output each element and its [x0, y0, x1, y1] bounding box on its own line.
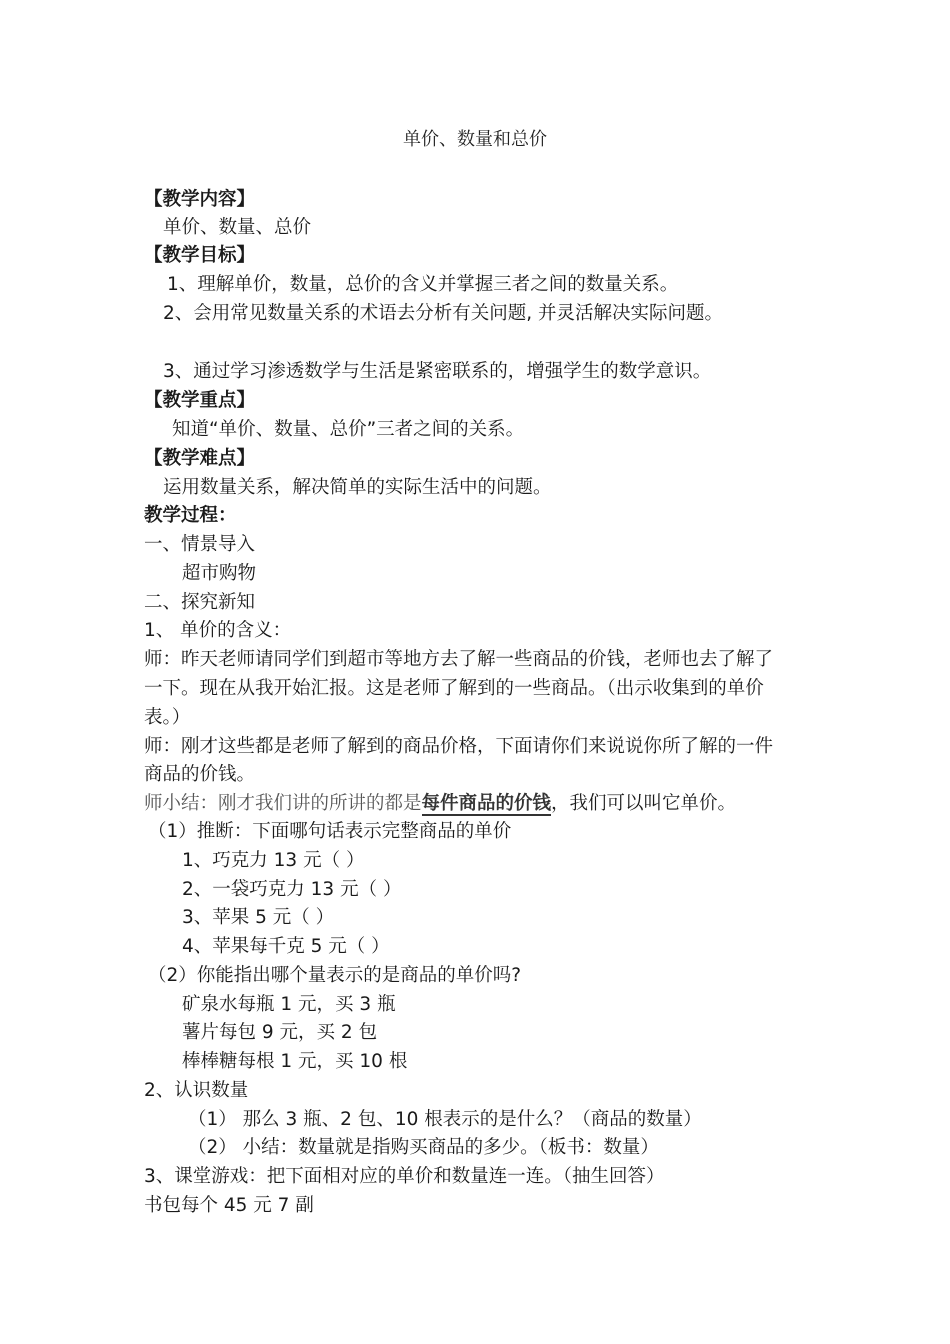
question-2: （2）你能指出哪个量表示的是商品的单价吗?: [148, 965, 522, 986]
goals-heading: 【教学目标】: [144, 245, 256, 266]
key-text: 知道“单价、数量、总价”三者之间的关系。: [172, 419, 525, 440]
question-2-item-b: 薯片每包 9 元，买 2 包: [182, 1022, 378, 1043]
summary-suffix: ，我们可以叫它单价。: [551, 793, 737, 814]
teacher-paragraph-2-line-2: 商品的价钱。: [144, 764, 256, 785]
question-1: （1）推断：下面哪句话表示完整商品的单价: [148, 821, 512, 842]
content-heading: 【教学内容】: [144, 189, 256, 210]
process-heading: 教学过程：: [144, 505, 237, 526]
item-2-point-2: （2） 小结：数量就是指购买商品的多少。（板书：数量）: [188, 1137, 659, 1158]
question-1-option-c: 3、苹果 5 元（ ）: [182, 907, 335, 928]
goal-2: 2、会用常见数量关系的术语去分析有关问题, 并灵活解决实际问题。: [163, 303, 724, 324]
teacher-paragraph-2-line-1: 师：刚才这些都是老师了解到的商品价格，下面请你们来说说你所了解的一件: [144, 736, 774, 757]
difficult-heading: 【教学难点】: [144, 448, 256, 469]
difficult-text: 运用数量关系，解决简单的实际生活中的问题。: [163, 477, 552, 498]
teacher-summary: [144, 790, 736, 818]
process-step-1-sub: 超市购物: [182, 563, 257, 584]
teacher-paragraph-1-line-2: 一下。现在从我开始汇报。这是老师了解到的一些商品。（出示收集到的单价: [144, 678, 764, 699]
process-step-1: 一、情景导入: [144, 534, 256, 555]
question-1-option-b: 2、一袋巧克力 13 元（ ）: [182, 879, 402, 900]
question-2-item-c: 棒棒糖每根 1 元，买 10 根: [182, 1051, 408, 1072]
item-1-heading: 1、 单价的含义：: [144, 620, 292, 641]
question-1-option-d: 4、苹果每千克 5 元（ ）: [182, 936, 390, 957]
goal-3: 3、通过学习渗透数学与生活是紧密联系的，增强学生的数学意识。: [163, 361, 712, 382]
teacher-paragraph-1-line-1: 师：昨天老师请同学们到超市等地方去了解一些商品的价钱，老师也去了解了: [144, 649, 774, 670]
process-step-2: 二、探究新知: [144, 592, 256, 613]
item-2-heading: 2、认识数量: [144, 1080, 249, 1101]
teacher-paragraph-1-line-3: 表。）: [144, 707, 191, 728]
item-3-row-1: 书包每个 45 元 7 副: [144, 1195, 314, 1216]
question-1-option-a: 1、巧克力 13 元（ ）: [182, 850, 365, 871]
summary-emphasis: 每件商品的价钱: [421, 793, 552, 814]
goal-1: 1、理解单价，数量，总价的含义并掌握三者之间的数量关系。: [167, 274, 679, 295]
document-title: 单价、数量和总价: [403, 129, 547, 150]
summary-prefix: 师小结：刚才我们讲的所讲的都是: [144, 793, 422, 814]
content-text: 单价、数量、总价: [163, 217, 312, 238]
question-2-item-a: 矿泉水每瓶 1 元，买 3 瓶: [182, 994, 396, 1015]
key-heading: 【教学重点】: [144, 390, 256, 411]
item-3-heading: 3、课堂游戏：把下面相对应的单价和数量连一连。（抽生回答）: [144, 1166, 665, 1187]
item-2-point-1: （1） 那么 3 瓶、2 包、10 根表示的是什么？（商品的数量）: [188, 1109, 702, 1130]
